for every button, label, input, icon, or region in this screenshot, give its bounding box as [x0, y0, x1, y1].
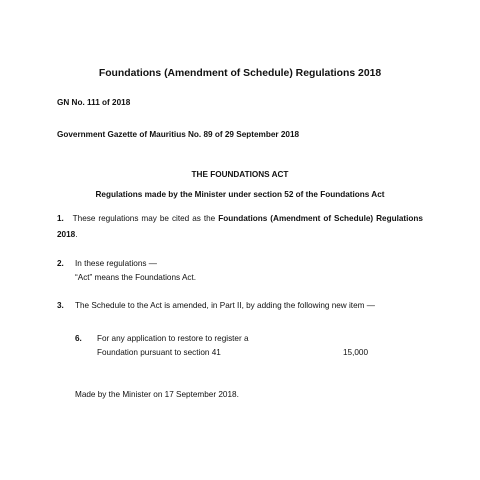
regulation-2-line2: “Act” means the Foundations Act. — [75, 273, 197, 282]
regulation-1-end: . — [75, 230, 78, 239]
regulation-1-text: These regulations may be cited as the — [72, 214, 219, 223]
closing-statement: Made by the Minister on 17 September 2018. — [75, 390, 239, 399]
regulation-3-number: 3. — [57, 301, 64, 310]
item-6-number: 6. — [75, 334, 82, 343]
item-6-line1: For any application to restore to register a — [97, 334, 249, 343]
made-by-heading: Regulations made by the Minister under section 52 of the Foundations Act — [95, 190, 385, 199]
gn-number: GN No. 111 of 2018 — [57, 98, 131, 107]
item-6-line2: Foundation pursuant to section 41 — [97, 348, 221, 357]
regulation-1 — [57, 211, 423, 243]
document-title: Foundations (Amendment of Schedule) Regulations 2018 — [98, 68, 382, 79]
regulation-1-short-title: Foundations (Amendment of Schedule) Regulations 2018 — [57, 214, 423, 239]
regulation-2-number: 2. — [57, 259, 64, 268]
act-title: THE FOUNDATIONS ACT — [191, 170, 289, 179]
regulation-2-line1: In these regulations — — [75, 259, 157, 268]
gazette-reference: Government Gazette of Mauritius No. 89 of 29 September 2018 — [57, 130, 300, 139]
regulation-1-number: 1. — [57, 214, 64, 223]
regulation-3-text: The Schedule to the Act is amended, in Part II, by adding the following new item — — [75, 301, 375, 310]
item-6-fee-amount: 15,000 — [343, 348, 369, 357]
